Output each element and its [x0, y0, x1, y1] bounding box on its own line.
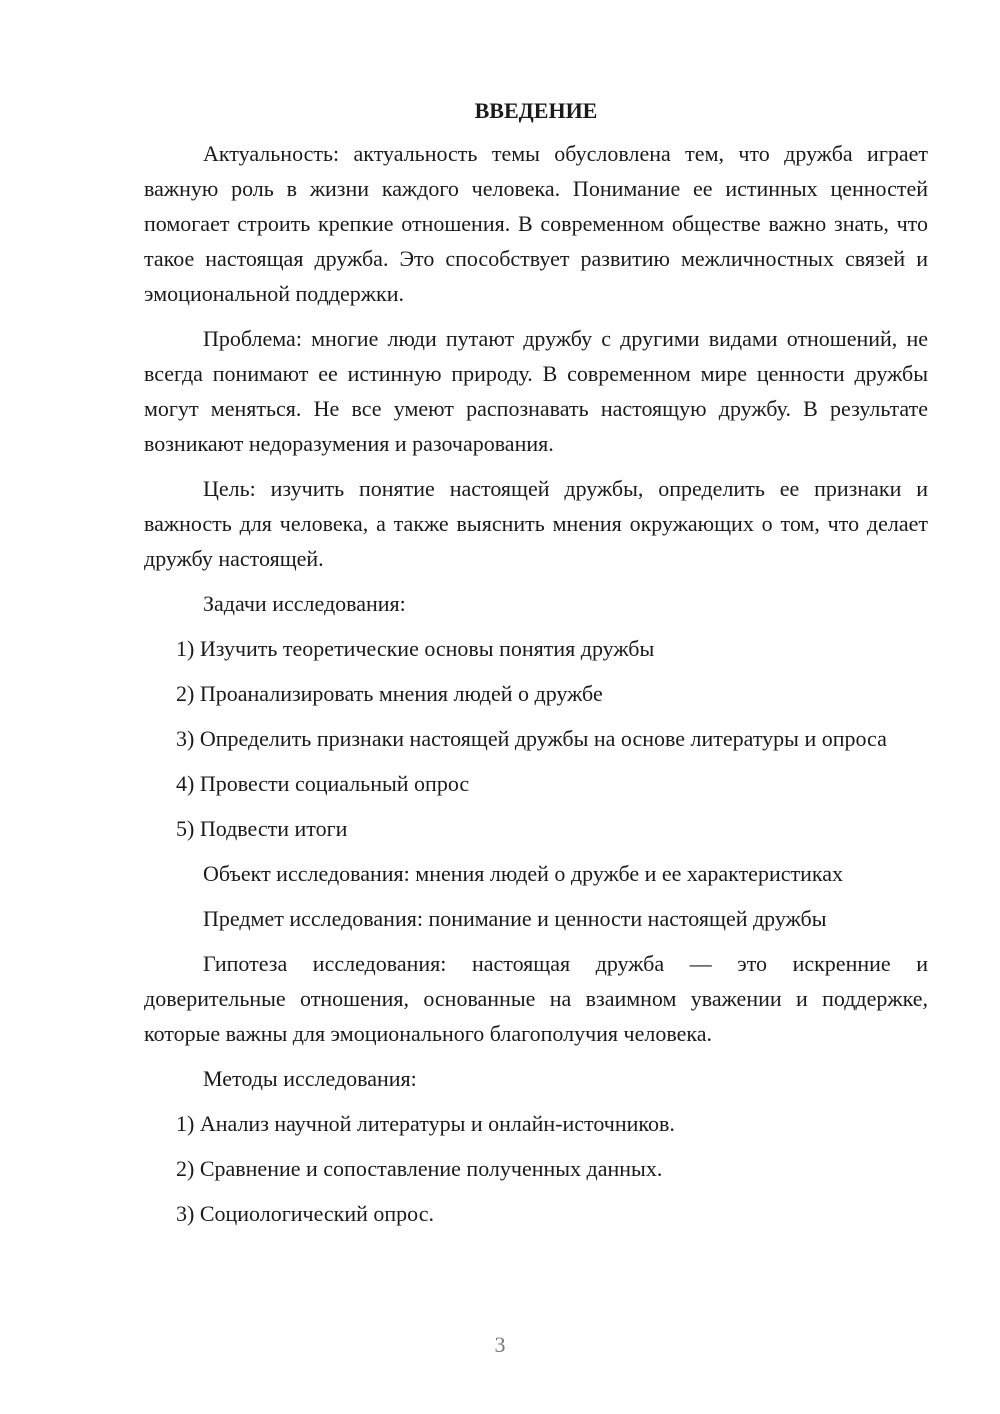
relevance-paragraph: Актуальность: актуальность темы обусловлена тем, что дружба играет важную роль в жизни каждого человека. Понимание ее истинных ценностей помогает строить крепкие отношения. В современном обществе важно знать, что такое настоящая дружба. Это способствует развитию межличностных связей и эмоциональной поддержки.	[144, 141, 928, 306]
method-item-2: 2) Сравнение и сопоставление полученных данных.	[176, 1156, 663, 1181]
task-item-2: 2) Проанализировать мнения людей о дружбе	[176, 681, 603, 706]
task-item-4: 4) Провести социальный опрос	[176, 771, 470, 796]
method-item-3: 3) Социологический опрос.	[176, 1201, 434, 1226]
task-item-5: 5) Подвести итоги	[176, 816, 348, 841]
hypothesis-paragraph: Гипотеза исследования: настоящая дружба — это искренние и доверительные отношения, основанные на взаимном уважении и поддержке, которые важны для эмоционального благополучия человека.	[144, 951, 928, 1046]
subject-line: Предмет исследования: понимание и ценности настоящей дружбы	[203, 906, 827, 931]
document-page	[144, 96, 928, 1241]
page-number: 3	[494, 1332, 506, 1357]
object-line: Объект исследования: мнения людей о дружбе и ее характеристиках	[203, 861, 843, 886]
problem-paragraph: Проблема: многие люди путают дружбу с другими видами отношений, не всегда понимают ее истинную природу. В современном мире ценности дружбы могут меняться. Не все умеют распознавать настоящую дружбу. В результате возникают недоразумения и разочарования.	[144, 326, 928, 456]
task-item-1: 1) Изучить теоретические основы понятия дружбы	[176, 636, 655, 661]
tasks-heading: Задачи исследования:	[203, 591, 406, 616]
goal-paragraph: Цель: изучить понятие настоящей дружбы, определить ее признаки и важность для человека, а также выяснить мнения окружающих о том, что делает дружбу настоящей.	[144, 476, 928, 571]
page-title: ВВЕДЕНИЕ	[474, 98, 598, 123]
methods-heading: Методы исследования:	[203, 1066, 417, 1091]
task-item-3: 3) Определить признаки настоящей дружбы на основе литературы и опроса	[176, 726, 887, 751]
method-item-1: 1) Анализ научной литературы и онлайн-источников.	[176, 1111, 675, 1136]
